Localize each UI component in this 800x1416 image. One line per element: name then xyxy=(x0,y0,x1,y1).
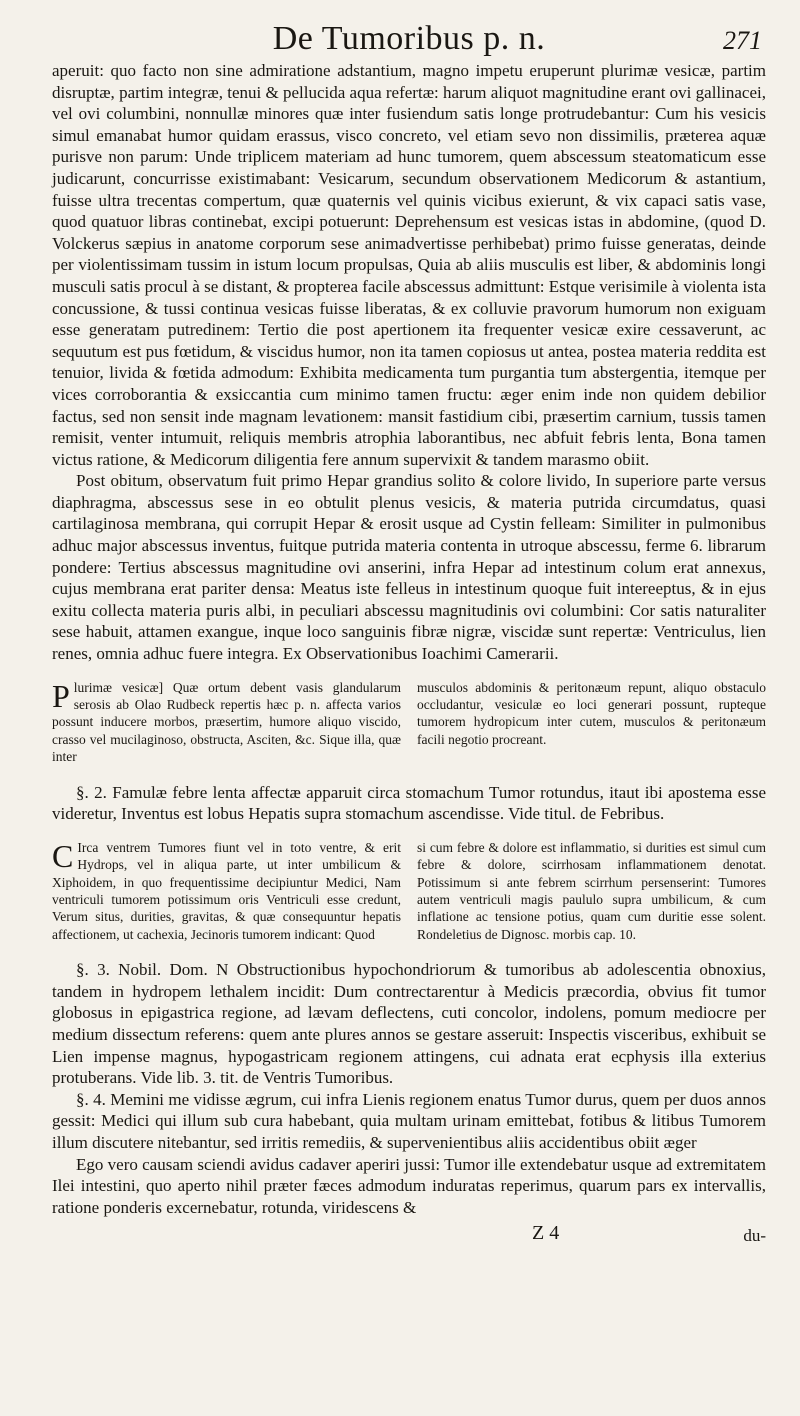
paragraph: Ego vero causam sciendi avidus cadaver aperiri jussi: Tumor ille extendebatur usque ad extremitatem Ilei intestini, quo aperto nihil præter fæces admodum induratas reperimus, quarum pars ex intervallis, ratione ponderis excernebatur, rotunda, viridescens & xyxy=(52,1154,766,1217)
section-4 xyxy=(52,1089,766,1219)
paragraph: §. 3. Nobil. Dom. N Obstructionibus hypochondriorum & tumoribus ab adolescentia obnoxius, tandem in hydropem lethalem incidit: Dum contrectarentur à Medicis præcordia, obvius fit tumor globosus in epigastrica regione, ad lævam deflectens, cuti concolor, indolens, pomum mediocre per medium dissectum referens: quem ante plures annos se gestare asseruit: Inspectis visceribus, exhibuit se Lien impense magnus, hypogastricam regionem attingens, cui adnata erat ecphysis illa exterius protuberans. Vide lib. 3. tit. de Ventris Tumoribus. xyxy=(52,960,766,1088)
paragraph: Post obitum, observatum fuit primo Hepar grandius solito & colore livido, In superiore parte versus diaphragma, abscessus sese in eo obtulit plenus vesicis, & materia putrida circumdatus, quasi cartilaginosa membrana, qui corrupit Hepar & erosit usque ad Cystin felleam: Similiter in pulmonibus adhuc major abscessus inventus, fuitque putrida materia contenta in utroque abscessu, ferme 6. librarum pondere: Tertius abscessus magnitudine ovi anserini, infra Hepar ad intestinum colum erat annexus, cujus membrana erat pariter densa: Meatus iste felleus in intestinum quoque fuit intereeptus, & in ejus exitu collecta materia puris albi, in peculiari abscessu magnitudinis ovi columbini: Cor satis naturaliter sese habuit, attamen exangue, inque loco sanguinis fibræ nigræ, viscidæ sunt repertæ: Ventriculus, lien renes, omnia adhuc fuere integra. Ex Observationibus Ioachimi Camerarii. xyxy=(52,471,766,664)
note-column-right: si cum febre & dolore est inflammatio, si durities est simul cum febre & dolore, scirrhosam inflammationem denotat. Potissimum si ante febrem scirrhum persenserint: Tumores autem ventriculi magis paululo supra umbilicum, & cum inflatione ac tensione potius, quam cum duritie esse solent. Rondeletius de Dignosc. morbis cap. 10. xyxy=(417,839,766,942)
section-2 xyxy=(52,782,766,825)
annotation-note xyxy=(52,679,766,766)
drop-cap: P xyxy=(52,677,70,714)
running-title: De Tumoribus p. n. xyxy=(272,20,546,57)
main-text xyxy=(52,60,766,665)
page-footer xyxy=(52,1222,766,1248)
signature-mark: Z 4 xyxy=(532,1222,560,1245)
note-column-left: C Irca ventrem Tumores fiunt vel in toto ventre, & erit Hydrops, vel in aliqua parte, ut inter umbilicum & Xiphoidem, in quo frequentissime decipiuntur Medici, Nam ventriculi tumorem potissimum oris Ventriculi esse credunt, Verum situs, durities, gravitas, & quæ consequuntur hepatis affectionem, ut cachexia, Jecinoris tumorem indicant: Quod xyxy=(52,837,401,942)
paragraph: §. 4. Memini me vidisse ægrum, cui infra Lienis regionem enatus Tumor durus, quem per duos annos gessit: Medici qui illum sub cura habebant, quia multam urinam emittebat, fotibus & litibus Tumorem illum discutere nitebantur, sed irritis remediis, & supervenientibus aliis accidentibus obiit æger xyxy=(52,1089,766,1153)
annotation-note xyxy=(52,839,766,943)
page-number: 271 xyxy=(723,26,762,55)
note-column-left: Plurimæ vesicæ] Quæ ortum debent vasis glandularum serosis ab Olao Rudbeck repertis hæc p. n. affecta varios possunt inducere morbos, præsertim, humore aliquo viscido, crasso vel mucilaginoso, obstructa, Asciten, &c. Sique illa, quæ inter xyxy=(52,677,401,765)
drop-cap: C xyxy=(52,837,74,874)
paragraph: aperuit: quo facto non sine admiratione adstantium, magno impetu eruperunt plurimæ vesicæ, partim disruptæ, partim integræ, tenui & pellucida aqua refertæ: harum aliquot magnitudine erant ovi gallinacei, vel ovi columbini, nonnullæ minores quæ inter fusiendum satis longe protrudebantur: Cum his vesicis simul emanabat humor quidam erassus, visco concreto, vel etiam sevo non dissimilis, præterea aquæ purisve non parum: Unde triplicem materiam ad hunc tumorem, quem abscessum steatomaticum esse judicarunt, concurrisse existimabant: Vesicarum, secundum observationem Medicorum & astantium, fuisse ultra trecentas compertum, quæ quaternis vel quinis vicibus exierunt, & vix capaci satis vase, quod quatuor libras continebat, excipi potuerunt: Deprehensum est vesicas istas in abdomine, (quod D. Volckerus sæpius in anatome corporum sese animadvertisse perhibebat) primo fuisse generatas, deinde per violentissimam tussim in istum locum propulsas, Quia ab aliis musculis est liber, & abdominis longi musculi satis procul à se distant, & propterea facile abscessus admittunt: Estque verisimile à violenta ista concussione, & tussi continua vesicas fuisse liberatas, & ex colluvie pravorum humorum non exiguam esse generatam putredinem: Tertio die post apertionem ita frequenter vesicæ exire cessaverunt, ac sequutum est pus fœtidum, & viscidus humor, non ita tamen copiosus ut antea, postea materia reddita est tenuior, livida & fœtida admodum: Exhibita medicamenta tum purgantia tum abstergentia, itemque per vices corroborantia & exsiccantia cum minimo tamen fructu: æger enim inde non quidem debilior factus, sed non sensit inde magnam levationem: mansit fastidium cibi, præsertim carnium, tussis tamen remisit, venter intumuit, reliquis membris atrophia laborantibus, nec abfuit febris lenta, Bona tamen victus ratione, & Medicorum diligentia fere annum supervixit & tandem marasmo obiit. xyxy=(52,61,766,469)
note-column-right: musculos abdominis & peritonæum repunt, aliquo obstaculo occludantur, vesiculæ eo loci generari possunt, rupteque tumorem hydropicum inter cutem, musculos & peritonæum facili negotio procreant. xyxy=(417,679,766,747)
paragraph: §. 2. Famulæ febre lenta affectæ apparuit circa stomachum Tumor rotundus, itaut ibi apostema esse videretur, Inventus est lobus Hepatis supra stomachum ascendisse. Vide titul. de Febribus. xyxy=(52,782,766,824)
section-3 xyxy=(52,959,766,1089)
page-header xyxy=(52,18,766,60)
catchword: du- xyxy=(743,1226,766,1246)
